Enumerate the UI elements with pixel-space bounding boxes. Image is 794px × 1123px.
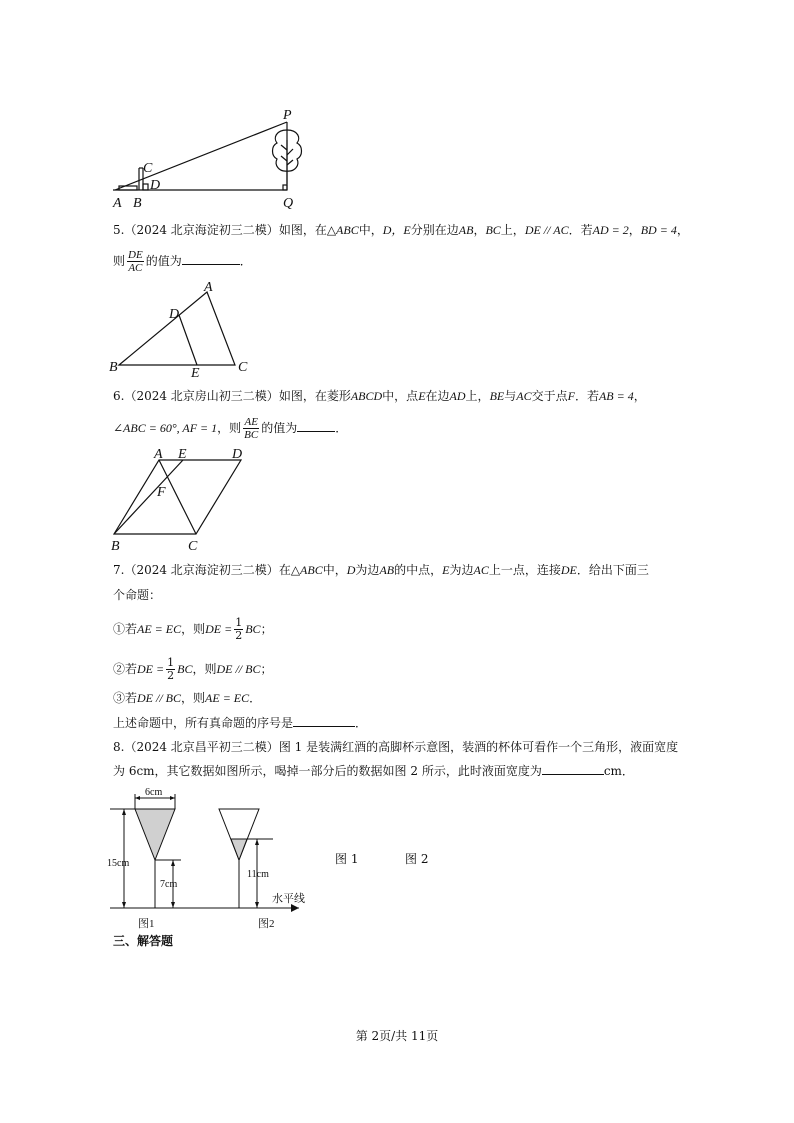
q7-text: ； bbox=[260, 622, 273, 636]
answer-blank[interactable] bbox=[182, 253, 240, 265]
caption-fig1: 图1 bbox=[138, 918, 155, 930]
q6-math: F bbox=[567, 389, 575, 403]
q5-fraction bbox=[127, 249, 144, 274]
label-A: A bbox=[154, 447, 163, 462]
q7-math: D bbox=[346, 563, 356, 577]
q7-text: 中， bbox=[322, 563, 347, 577]
q7-proposition-3 bbox=[113, 690, 261, 706]
label-11cm: 11cm bbox=[247, 869, 269, 880]
section-heading: 三、解答题 bbox=[113, 934, 174, 948]
figure-q6-rhombus bbox=[105, 444, 280, 556]
label-Q: Q bbox=[283, 196, 294, 211]
q5-math: DE // AC bbox=[524, 223, 569, 237]
q5-math: D，E bbox=[382, 223, 411, 237]
fraction-numerator: DE bbox=[128, 249, 143, 261]
q5-math: BC bbox=[485, 223, 501, 237]
q5-math: AB bbox=[458, 223, 474, 237]
q7-text: 上一点，连接 bbox=[488, 563, 561, 577]
fraction-half bbox=[166, 657, 175, 682]
q8-side-caption-1: 图 1 bbox=[335, 852, 359, 866]
q5-text: 则 bbox=[113, 254, 126, 268]
q7-text: ，则 bbox=[181, 622, 206, 636]
q7-math: AE = EC bbox=[205, 691, 250, 705]
q7-source: （2024 北京海淀初三二模） bbox=[124, 563, 279, 577]
q7-text: ①若 bbox=[113, 622, 138, 636]
q6-fraction bbox=[243, 416, 259, 441]
figure-q8-wine-glasses bbox=[105, 782, 320, 932]
q7-ask bbox=[113, 715, 367, 731]
q8-number: 8. bbox=[113, 740, 125, 754]
fraction-denominator: 2 bbox=[167, 669, 175, 682]
q6-line1 bbox=[113, 388, 646, 404]
q6-text: 与 bbox=[504, 389, 517, 403]
q7-text: 为边 bbox=[449, 563, 474, 577]
caption-fig2: 图2 bbox=[258, 918, 275, 930]
q7-math: △ABC bbox=[290, 563, 323, 577]
q6-text: 中，点 bbox=[382, 389, 419, 403]
q7-proposition-1 bbox=[113, 617, 273, 642]
label-C: C bbox=[143, 161, 153, 176]
q7-text: ． bbox=[249, 691, 262, 705]
q8-text: 图 1 是装满红酒的高脚杯示意图，装酒的杯体可看作一个三角形，液面宽度 bbox=[278, 740, 679, 754]
q7-text: ． bbox=[355, 716, 368, 730]
q5-text: ． bbox=[239, 254, 252, 268]
q5-text: ．若 bbox=[568, 223, 593, 237]
q6-text: 上， bbox=[465, 389, 490, 403]
label-C: C bbox=[238, 360, 248, 375]
q6-math: AC bbox=[516, 389, 532, 403]
q6-text: ． bbox=[335, 421, 348, 435]
q5-math: BD = 4 bbox=[640, 223, 677, 237]
fraction-denominator: 2 bbox=[235, 629, 243, 642]
q6-text: ．若 bbox=[574, 389, 599, 403]
q7-math: BC bbox=[177, 662, 193, 676]
figure-q5-triangle bbox=[105, 278, 255, 378]
q5-math: AD = 2 bbox=[592, 223, 629, 237]
q7-text: 为边 bbox=[355, 563, 380, 577]
page-footer: 第 2页/共 11页 bbox=[355, 1029, 439, 1043]
label-7cm: 7cm bbox=[160, 879, 178, 890]
q6-text: 如图，在菱形 bbox=[278, 389, 351, 403]
q6-number: 6. bbox=[113, 389, 125, 403]
q5-source: （2024 北京海淀初三二模） bbox=[124, 223, 279, 237]
q6-math: ∠ABC = 60°, AF = 1 bbox=[113, 421, 218, 435]
q5-line1 bbox=[113, 222, 689, 238]
label-E: E bbox=[178, 447, 187, 462]
q7-text: 个命题： bbox=[113, 588, 162, 602]
answer-blank[interactable] bbox=[542, 763, 604, 775]
label-15cm: 15cm bbox=[107, 858, 130, 869]
q7-math: DE = bbox=[137, 662, 165, 676]
q5-number: 5. bbox=[113, 223, 125, 237]
fraction-denominator: AC bbox=[128, 262, 143, 274]
q7-text: ，则 bbox=[181, 691, 206, 705]
label-B: B bbox=[111, 539, 120, 554]
label-A: A bbox=[113, 196, 122, 211]
q6-text: 在边 bbox=[425, 389, 450, 403]
fraction-numerator: 1 bbox=[167, 656, 175, 669]
q8-line2 bbox=[113, 763, 634, 779]
q7-text: 在 bbox=[278, 563, 291, 577]
label-D: D bbox=[150, 178, 161, 193]
q7-math: DE // BC bbox=[137, 691, 182, 705]
q7-math: DE // BC bbox=[216, 662, 261, 676]
q5-math: △ABC bbox=[326, 223, 359, 237]
q5-text: 如图，在 bbox=[278, 223, 327, 237]
q5-text: 中， bbox=[358, 223, 383, 237]
q8-text: 为 6cm，其它数据如图所示，喝掉一部分后的数据如图 2 所示，此时液面宽度为 bbox=[113, 764, 542, 778]
q7-number: 7. bbox=[113, 563, 125, 577]
q5-text: 上， bbox=[500, 223, 525, 237]
fraction-denominator: BC bbox=[244, 429, 259, 441]
label-horizon: 水平线 bbox=[272, 893, 305, 905]
q7-math: E bbox=[442, 563, 450, 577]
q7-text: ．给出下面三 bbox=[576, 563, 649, 577]
q8-source: （2024 北京昌平初三二模） bbox=[124, 740, 279, 754]
q7-proposition-2 bbox=[113, 657, 272, 682]
q6-line2 bbox=[113, 416, 347, 441]
q5-line2 bbox=[113, 249, 252, 274]
q7-math: AB bbox=[379, 563, 395, 577]
q6-text: ，则 bbox=[217, 421, 242, 435]
fraction-half bbox=[234, 617, 243, 642]
q7-math: DE bbox=[560, 563, 577, 577]
answer-blank[interactable] bbox=[293, 715, 355, 727]
q7-text: 上述命题中，所有真命题的序号是 bbox=[113, 716, 294, 730]
q6-math: ABCD bbox=[350, 389, 383, 403]
q6-math: BE bbox=[489, 389, 505, 403]
label-6cm: 6cm bbox=[145, 787, 163, 798]
label-F: F bbox=[157, 485, 166, 500]
q7-text: 的中点， bbox=[394, 563, 443, 577]
q5-text: 的值为 bbox=[145, 254, 182, 268]
label-D: D bbox=[169, 307, 180, 322]
q6-text: 的值为 bbox=[261, 421, 298, 435]
q7-text: ③若 bbox=[113, 691, 138, 705]
fraction-numerator: AE bbox=[244, 416, 258, 428]
q5-text: 分别在边 bbox=[410, 223, 459, 237]
q6-math: AD bbox=[449, 389, 466, 403]
q7-math: DE = bbox=[205, 622, 233, 636]
q8-text: cm． bbox=[603, 764, 634, 778]
q5-text: ， bbox=[628, 223, 641, 237]
q7-math: BC bbox=[245, 622, 261, 636]
q6-math: E bbox=[418, 389, 426, 403]
q6-math: AB = 4 bbox=[598, 389, 634, 403]
q5-text: ， bbox=[473, 223, 486, 237]
q6-source: （2024 北京房山初三二模） bbox=[124, 389, 279, 403]
q7-text: ； bbox=[260, 662, 273, 676]
q7-math: AC bbox=[473, 563, 489, 577]
q7-line1 bbox=[113, 562, 649, 578]
q7-text: ②若 bbox=[113, 662, 138, 676]
label-B: B bbox=[133, 196, 142, 211]
q8-line1 bbox=[113, 739, 678, 755]
label-D: D bbox=[232, 447, 243, 462]
label-E: E bbox=[191, 366, 200, 378]
fraction-numerator: 1 bbox=[235, 616, 243, 629]
q6-text: 交于点 bbox=[531, 389, 568, 403]
label-C: C bbox=[188, 539, 198, 554]
answer-blank[interactable] bbox=[297, 420, 335, 432]
figure-q4-tree bbox=[105, 100, 325, 212]
label-P: P bbox=[283, 108, 292, 123]
q8-side-caption-2: 图 2 bbox=[405, 852, 429, 866]
q7-math: AE = EC bbox=[137, 622, 182, 636]
label-B: B bbox=[109, 360, 118, 375]
q7-text: ，则 bbox=[192, 662, 217, 676]
q6-text: ， bbox=[633, 389, 646, 403]
q7-line2 bbox=[113, 587, 161, 603]
q5-text: ， bbox=[676, 223, 689, 237]
label-A: A bbox=[204, 280, 213, 295]
